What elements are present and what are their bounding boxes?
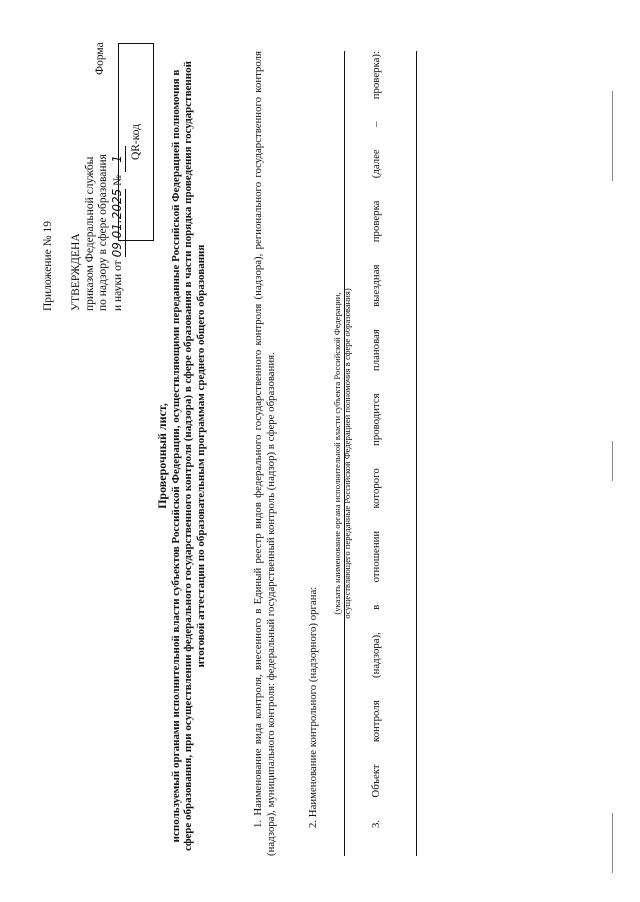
scan-edge-marks	[612, 21, 616, 881]
title-line-2: используемый органами исполнительной власти субъектов Российской Федерации, осуществляющими переданные Российской Федерацией полномочия в сфере образования, при осуществлении федерального государственного контроля (надзора) в сфере образования в части порядка проведения государственной итоговой аттестации по образовательным программам среднего общего образования	[169, 61, 207, 851]
form-label: Форма	[94, 42, 106, 75]
qr-code-label: QR-код	[130, 123, 142, 161]
document-title	[156, 56, 207, 856]
approval-number: 1	[111, 146, 126, 172]
approved-label: УТВЕРЖДЕНА	[69, 233, 82, 311]
paragraph-1: 1. Наименование вида контроля, внесенного в Единый реестр видов федерального государственного контроля (надзора), регионального государственного контроля (надзора), муниципального контроля: федеральный государственный контроль (надзор) в сфере образования.	[252, 51, 277, 856]
paragraph-3: 3. Объект контроля (надзора), в отношении которого проводится плановая выездная проверка (далее – проверка):	[370, 51, 382, 828]
approval-line-1: приказом Федеральной службы	[83, 156, 96, 311]
approval-block	[42, 41, 126, 311]
paragraph-2: 2. Наименование контрольного (надзорного) органа:	[307, 586, 319, 828]
approval-number-sign: №	[112, 174, 125, 186]
title-line-1: Проверочный лист,	[155, 403, 169, 509]
approval-date-prefix: и науки от	[112, 260, 125, 311]
authority-caption-line-2: осуществляющего переданные Российской Федерацией полномочия в сфере образования)	[342, 288, 352, 619]
qr-code-box	[118, 43, 154, 241]
authority-caption-line-1: (указать наименование органа исполнительной власти субъекта Российской Федерации,	[332, 292, 342, 615]
approval-date: 09.01.2025	[110, 188, 125, 258]
rotated-sheet	[20, 21, 620, 881]
appendix-number: Приложение № 19	[42, 221, 54, 311]
authority-caption	[332, 51, 352, 856]
approval-line-2: по надзору в сфере образования	[97, 154, 110, 311]
control-object-field	[404, 51, 417, 856]
